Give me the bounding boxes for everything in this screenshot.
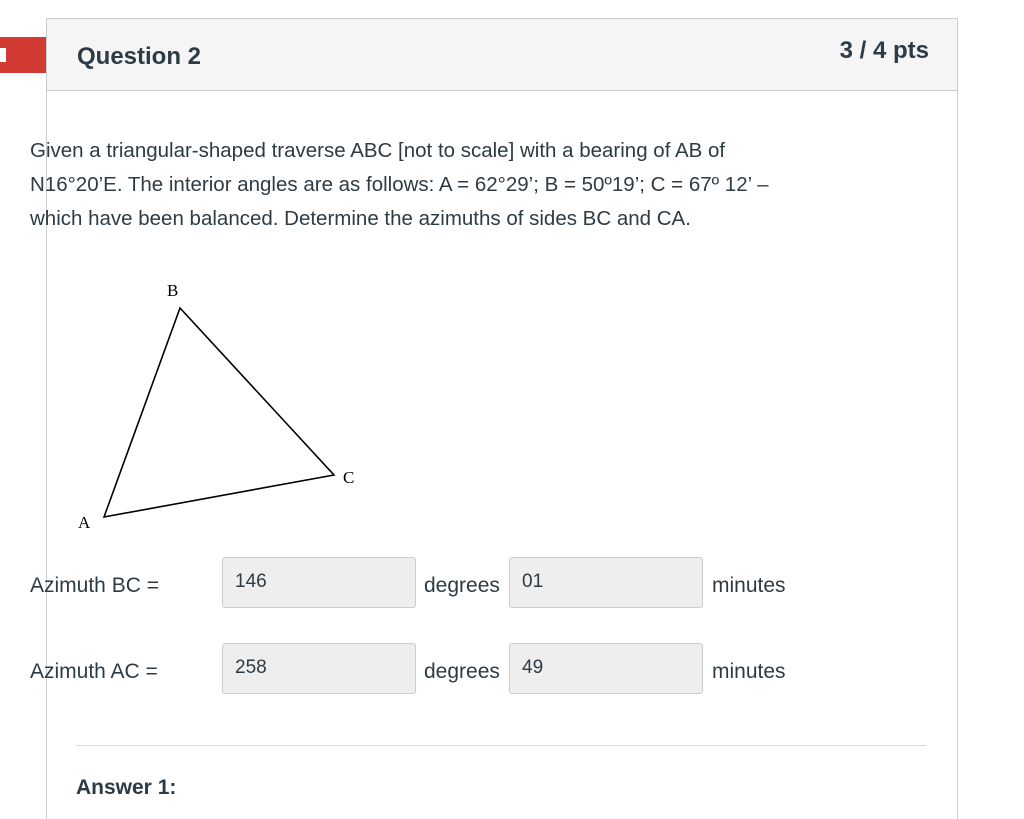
triangle-abc xyxy=(104,308,334,517)
flag-notch xyxy=(0,48,6,62)
vertex-label-c: C xyxy=(343,468,355,487)
vertex-label-b: B xyxy=(167,281,179,300)
question-text-line: which have been balanced. Determine the azimuths of sides BC and CA. xyxy=(30,207,691,230)
minutes-unit: minutes xyxy=(712,660,786,683)
section-divider xyxy=(76,745,926,746)
question-points: 3 / 4 pts xyxy=(839,37,929,64)
answer-heading: Answer 1: xyxy=(76,776,177,799)
vertex-label-a: A xyxy=(78,513,91,532)
answer-label: Azimuth AC = xyxy=(30,660,158,683)
question-title: Question 2 xyxy=(77,43,202,70)
question-text-line: Given a triangular-shaped traverse ABC [not to scale] with a bearing of AB of xyxy=(30,139,726,162)
minutes-input[interactable]: 49 xyxy=(509,643,703,694)
minutes-unit: minutes xyxy=(712,574,786,597)
question-header xyxy=(47,19,957,91)
question-text xyxy=(30,134,870,236)
answer-row-bc xyxy=(30,557,890,611)
minutes-input[interactable]: 01 xyxy=(509,557,703,608)
degrees-unit: degrees xyxy=(424,574,500,597)
answer-row-ac xyxy=(30,643,890,697)
degrees-unit: degrees xyxy=(424,660,500,683)
question-text-line: N16°20’E. The interior angles are as follows: A = 62°29’; B = 50º19’; C = 67º 12’ – xyxy=(30,173,769,196)
degrees-input[interactable]: 258 xyxy=(222,643,416,694)
triangle-diagram xyxy=(26,265,355,545)
answer-label: Azimuth BC = xyxy=(30,574,159,597)
degrees-input[interactable]: 146 xyxy=(222,557,416,608)
